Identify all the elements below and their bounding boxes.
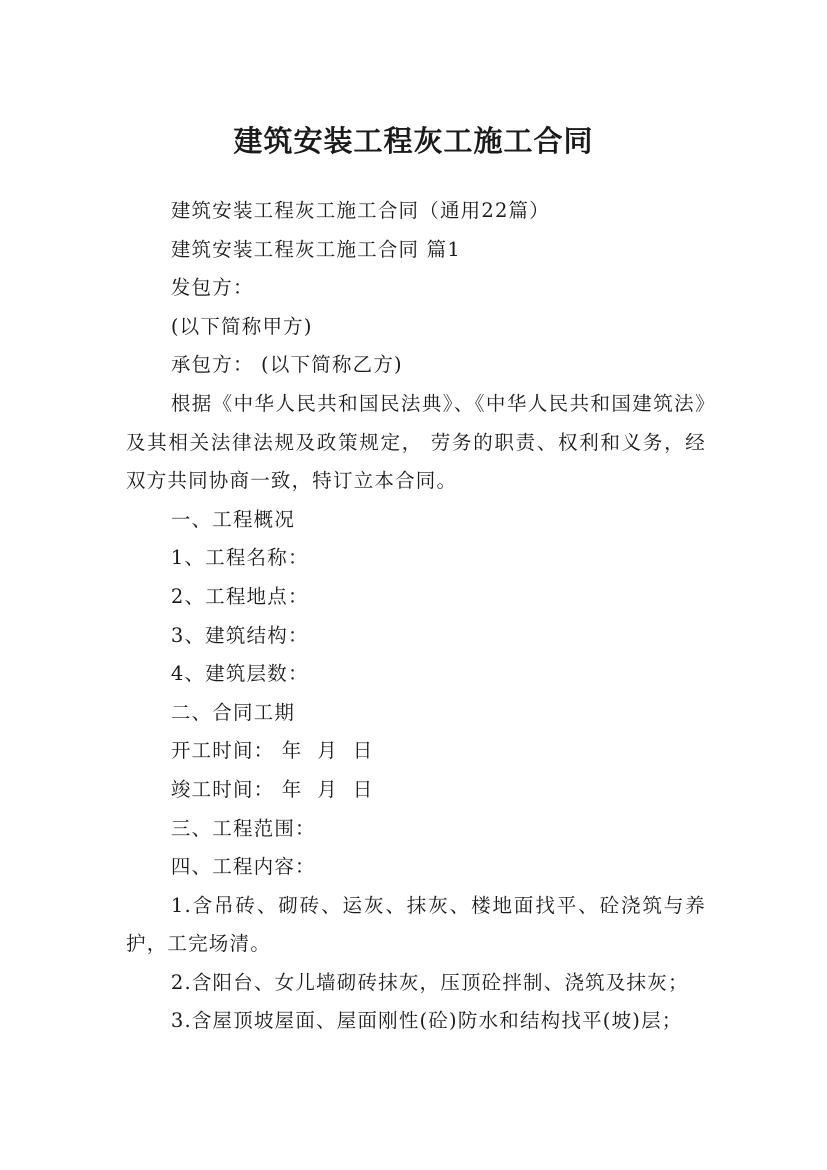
content-item-1: 1.含吊砖、砌砖、运灰、抹灰、楼地面找平、砼浇筑与养护，工完场清。 — [126, 893, 706, 956]
item-completion-date: 竣工时间： 年 月 日 — [170, 777, 374, 801]
item-building-floors: 4、建筑层数： — [170, 662, 309, 686]
section-heading-overview: 一、工程概况 — [170, 507, 296, 531]
content-item-2: 2.含阳台、女儿墙砌砖抹灰，压顶砼拌制、浇筑及抹灰； — [170, 970, 689, 994]
paragraph-party-b: 承包方： (以下简称乙方) — [170, 353, 403, 377]
content-item-3: 3.含屋顶坡屋面、屋面刚性(砼)防水和结构找平(坡)层； — [170, 1009, 683, 1033]
document-title: 建筑安装工程灰工施工合同 — [233, 124, 594, 159]
document-body — [126, 192, 706, 1041]
item-building-structure: 3、建筑结构： — [170, 623, 309, 647]
item-project-location: 2、工程地点： — [170, 584, 309, 608]
section-heading-scope: 三、工程范围： — [170, 816, 316, 840]
item-start-date: 开工时间： 年 月 日 — [170, 739, 374, 763]
paragraph-party-a-alias: (以下简称甲方) — [170, 314, 313, 338]
paragraph-party-a: 发包方： — [170, 276, 254, 300]
paragraph-article-heading: 建筑安装工程灰工施工合同 篇1 — [170, 237, 461, 261]
section-heading-content: 四、工程内容： — [170, 855, 316, 879]
paragraph-legal-basis: 根据《中华人民共和国民法典》、《中华人民共和国建筑法》及其相关法律法规及政策规定， 劳务的职责、权利和义务，经双方共同协商一致，特订立本合同。 — [126, 391, 706, 493]
item-project-name: 1、工程名称： — [170, 546, 309, 570]
paragraph-collection-title: 建筑安装工程灰工施工合同（通用22篇） — [170, 199, 550, 222]
section-heading-schedule: 二、合同工期 — [170, 700, 296, 724]
